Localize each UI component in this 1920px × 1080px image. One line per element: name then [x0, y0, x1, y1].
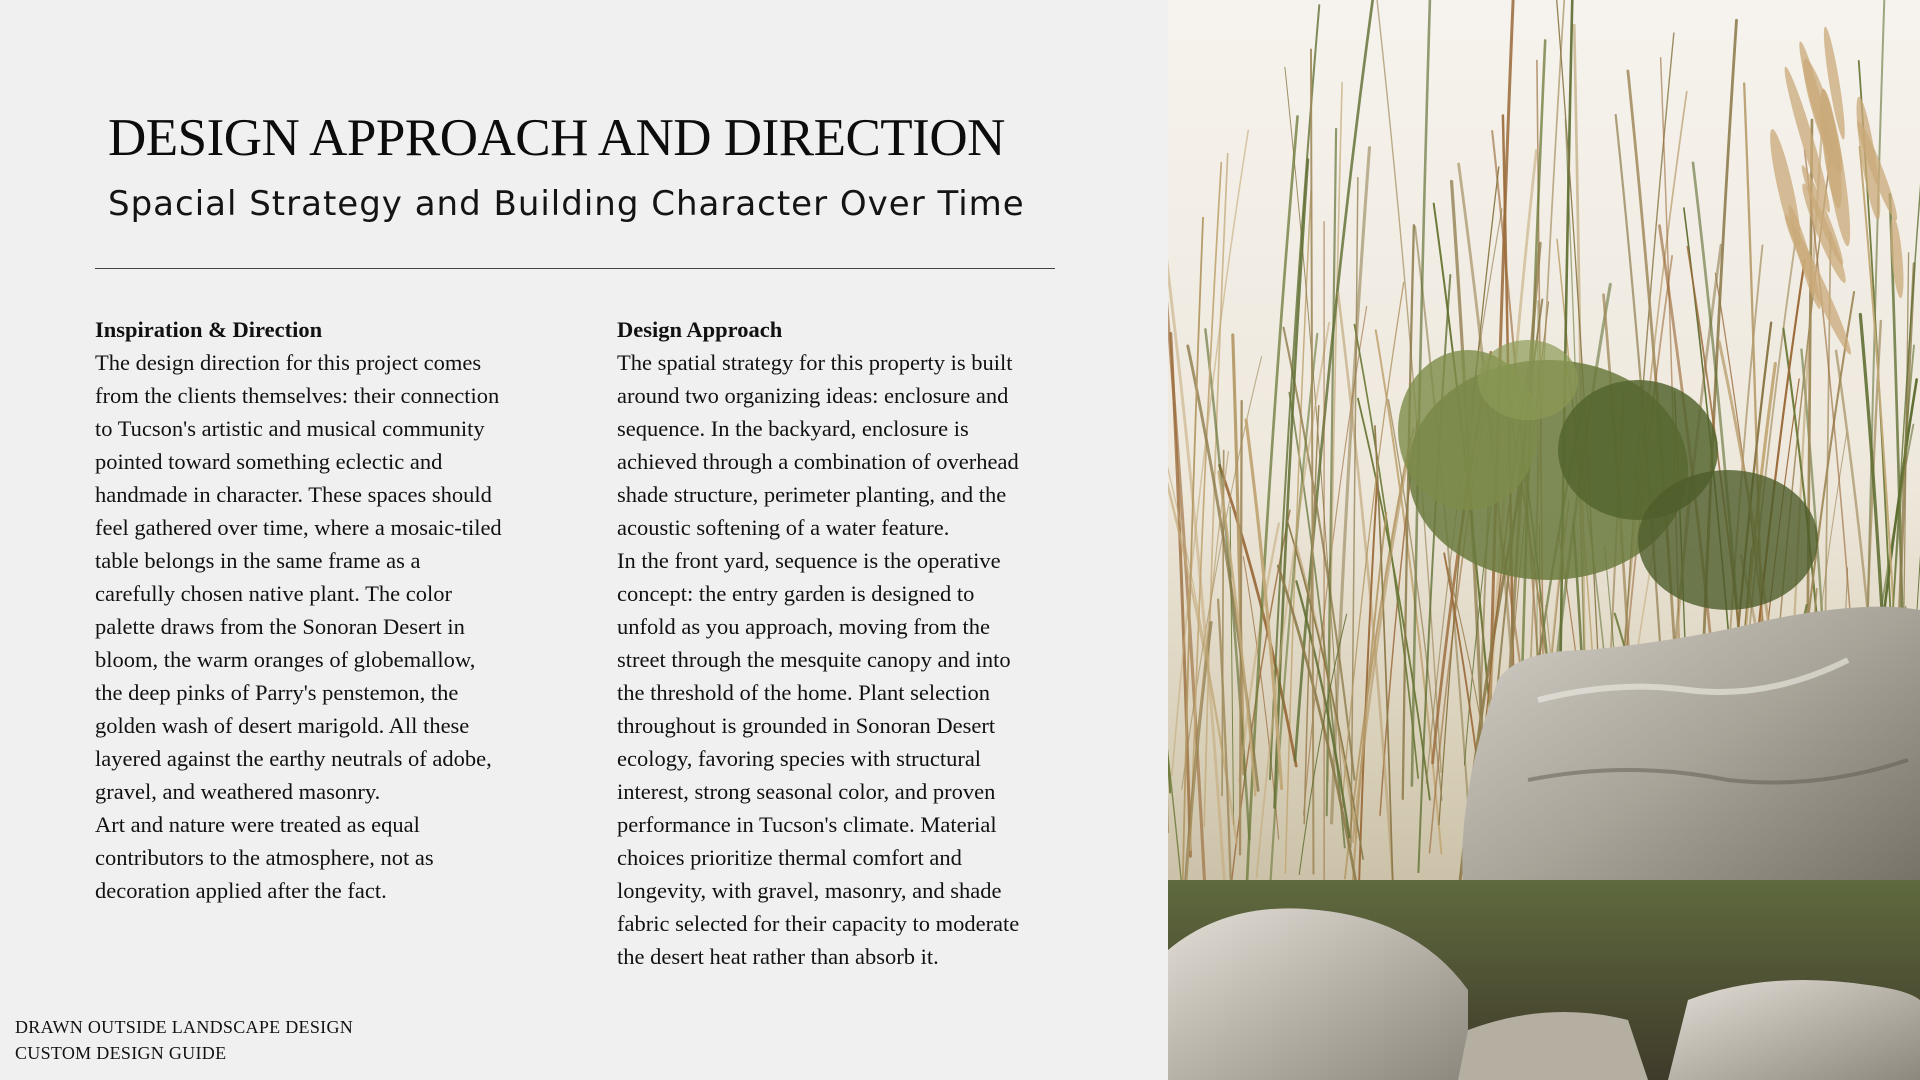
- page-title: DESIGN APPROACH AND DIRECTION: [108, 109, 1005, 167]
- design-approach-heading: Design Approach: [617, 317, 783, 342]
- inspiration-paragraph-2: Art and nature were treated as equal contributors to the atmosphere, not as decoration applied after the fact.: [95, 812, 434, 903]
- design-approach-column: [617, 313, 1067, 973]
- footer-company: DRAWN OUTSIDE LANDSCAPE DESIGN: [15, 1017, 354, 1037]
- header-divider: [95, 268, 1055, 269]
- landscape-photo: [1168, 0, 1920, 1080]
- page-subtitle: Spacial Strategy and Building Character Over Time: [108, 184, 1025, 224]
- design-approach-paragraph-2: In the front yard, sequence is the operative concept: the entry garden is designed to unfold as you approach, moving from the street through the mesquite canopy and into the threshold of the home. Plant selection throughout is grounded in Sonoran Desert ecology, favoring species with structural interest, strong seasonal color, and proven performance in Tucson's climate. Material choices prioritize thermal comfort and longevity, with gravel, masonry, and shade fabric selected for their capacity to moderate the desert heat rather than absorb it.: [617, 548, 1020, 969]
- footer: [15, 1014, 353, 1066]
- inspiration-paragraph-1: The design direction for this project comes from the clients themselves: their connection to Tucson's artistic and musical community pointed toward something eclectic and handmade in character. These spaces should feel gathered over time, where a mosaic-tiled table belongs in the same frame as a carefully chosen native plant. The color palette draws from the Sonoran Desert in bloom, the warm oranges of globemallow, the deep pinks of Parry's penstemon, the golden wash of desert marigold. All these layered against the earthy neutrals of adobe, gravel, and weathered masonry.: [95, 350, 502, 804]
- inspiration-column: [95, 313, 545, 907]
- footer-document-name: CUSTOM DESIGN GUIDE: [15, 1043, 227, 1063]
- inspiration-heading: Inspiration & Direction: [95, 317, 323, 342]
- design-approach-paragraph-1: The spatial strategy for this property is built around two organizing ideas: enclosure and sequence. In the backyard, enclosure is achieved through a combination of overhead shade structure, perimeter planting, and the acoustic softening of a water feature.: [617, 350, 1019, 540]
